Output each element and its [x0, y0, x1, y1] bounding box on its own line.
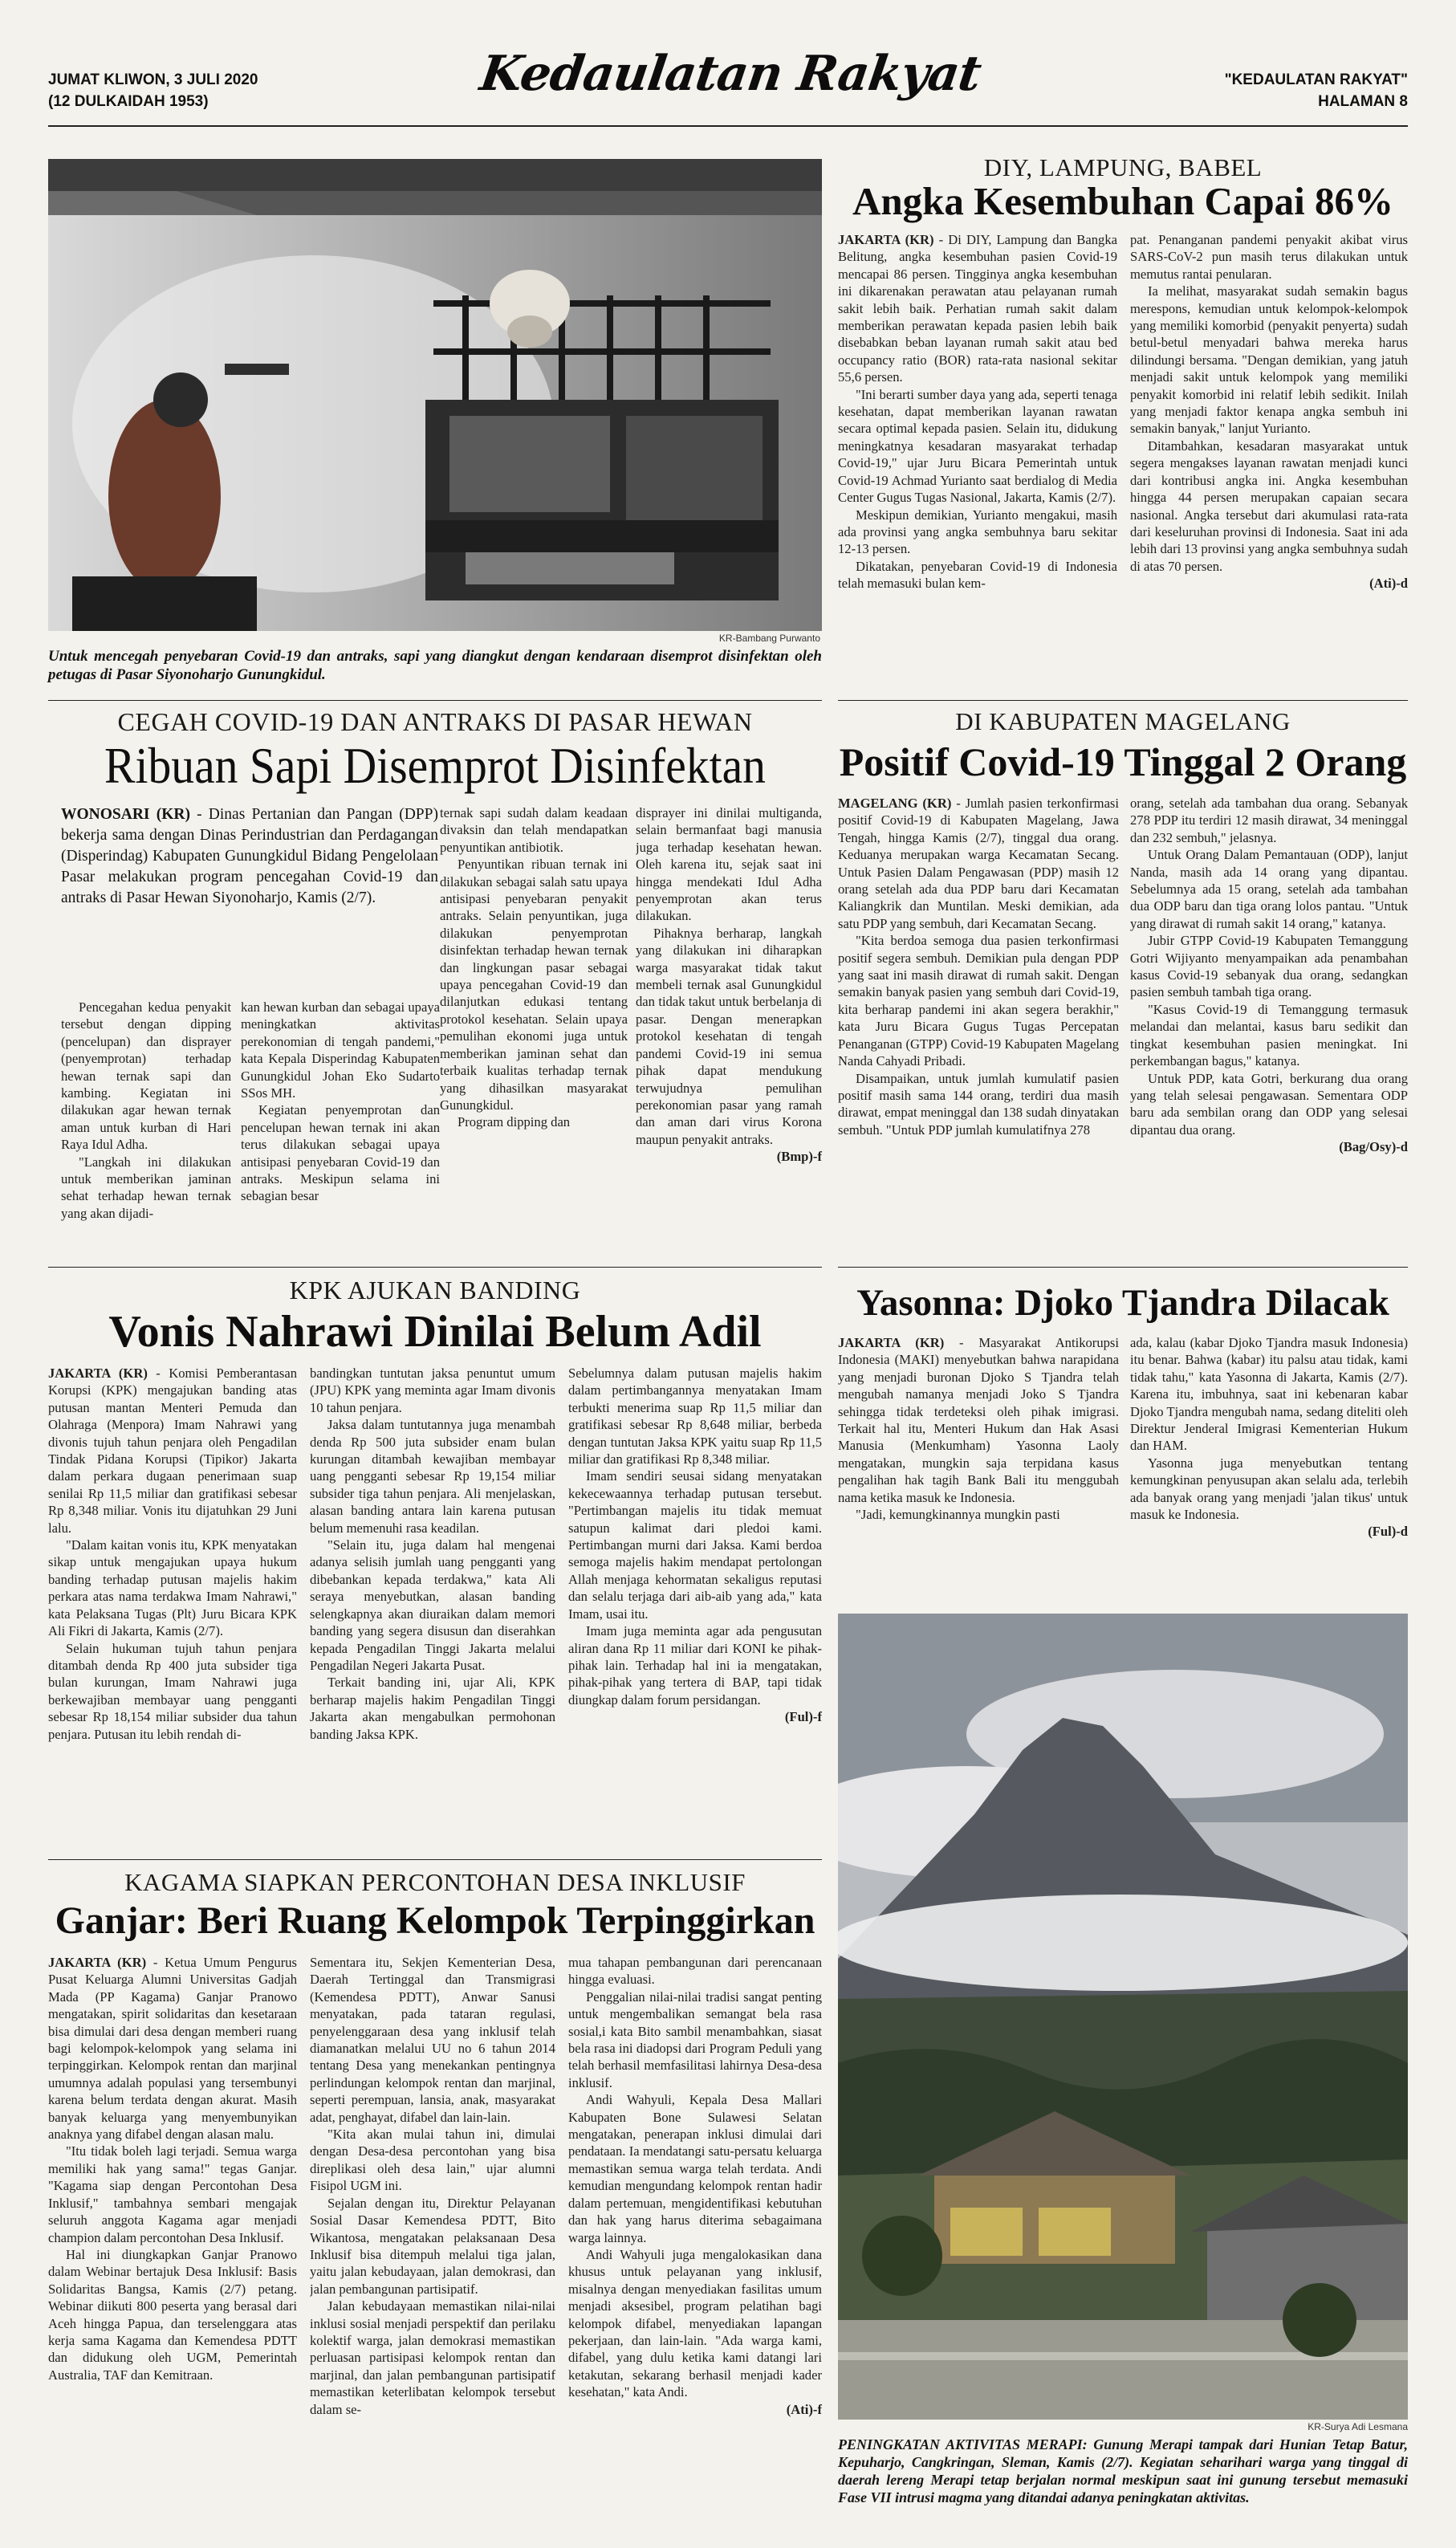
kicker-sembuh: DIY, LAMPUNG, BABEL: [983, 153, 1263, 181]
paragraph: Terkait banding ini, ujar Ali, KPK berharap majelis hakim Pengadilan Tinggi Jakarta akan mengabulkan permohonan banding Jaksa KPK.: [310, 1675, 555, 1742]
photo-credit-cattle: KR-Bambang Purwanto: [718, 633, 820, 644]
headline-nahrawi: Vonis Nahrawi Dinilai Belum Adil: [108, 1307, 762, 1357]
article-sembuh-col1: [838, 231, 1117, 702]
byline-sapi: (Bmp)-f: [776, 1149, 822, 1165]
photo-caption-cattle: Untuk mencegah penyebaran Covid-19 dan antraks, sapi yang diangkut dengan kendaraan disemprot disinfektan oleh petugas di Pasar Siyonoharjo Gunungkidul.: [48, 648, 822, 683]
paragraph: "Selain itu, juga dalam hal mengenai adanya selisih jumlah uang pengganti yang dibebankan kepada terdakwa," kata Ali seraya menyebutkan, alasan banding selengkapnya akan diuraikan dalam memori banding yang segera disusun dan diserahkan kepada Pengadilan Tinggi Jakarta melalui Pengadilan Negeri Jakarta Pusat.: [310, 1537, 555, 1673]
paragraph: Sejalan dengan itu, Direktur Pelayanan Sosial Dasar Kemendesa PDTT, Bito Wikantosa, mengatakan pelaksanaan Desa Inklusif bisa ditempuh melalui tiga jalan, yaitu jalan kebudayaan, jalan demokrasi, dan jalan pembangunan partisipatif.: [310, 2195, 555, 2297]
section-rule: [48, 1859, 822, 1860]
article-nahrawi-col3: [568, 1365, 822, 1846]
paragraph: Dikatakan, penyebaran Covid-19 di Indonesia telah memasuki bulan kem-: [838, 558, 1117, 592]
paragraph: Sementara itu, Sekjen Kementerian Desa, Daerah Tertinggal dan Transmigrasi (Kemendesa PDTT), Anwar Sanusi menyatakan, pada tataran regulasi, penyelenggaraan desa yang inklusif telah diamanatkan melalui UU no 6 tahun 2014 tentang Desa yang menekankan pentingnya perlindungan kelompok rentan dan marjinal, seperti perempuan, lansia, anak, masyarakat adat, penghayat, difabel dan lain-lain.: [310, 1955, 555, 2125]
paragraph: Andi Wahyuli juga mengalokasikan dana khusus untuk pelayanan yang inklusif, misalnya dengan menyediakan fasilitas umum menjadi aksesibel, program pelatihan bagi kelompok difabel, menyediakan lapangan pekerjaan, dan lain-lain. "Ada warga kami, difabel, yang dulu ketika kami datangi lari ketakutan, sekarang berhasil menjadi kader kesehatan," kata Andi.: [568, 2246, 822, 2400]
article-sapi-lead: [61, 804, 438, 909]
paragraph: "Langkah ini dilakukan untuk memberikan jaminan sehat terhadap hewan ternak yang akan dijadi-: [61, 1154, 231, 1221]
article-magelang-col1: [838, 795, 1119, 1264]
byline-sembuh: (Ati)-d: [1369, 576, 1408, 592]
article-djoko-col1: [838, 1334, 1119, 1575]
photo-merapi: [838, 1614, 1408, 2420]
paragraph: "Dalam kaitan vonis itu, KPK menyatakan sikap untuk mengajukan upaya hukum banding terhadap putusan majelis hakim perkara atas nama terdakwa Imam Nahrawi," kata Pelaksana Tugas (Plt) Juru Bicara KPK Ali Fikri di Jakarta, Kamis (2/7).: [48, 1537, 297, 1639]
headline-sapi: Ribuan Sapi Disemprot Disinfektan: [104, 737, 766, 794]
article-magelang-col2: [1130, 795, 1408, 1264]
paragraph: Disampaikan, untuk jumlah kumulatif pasien positif masih sama 144 orang, terdiri dua masih dirawat, empat meninggal dan 138 sudah dinyatakan sembuh. "Untuk PDP jumlah kumulatifnya 278: [838, 1070, 1119, 1138]
masthead-date: [48, 69, 466, 112]
dateline-magelang: MAGELANG (KR): [838, 796, 952, 811]
paragraph: Ia melihat, masyarakat sudah semakin bagus merespons, kemudian untuk kelompok-kelompok yang memiliki komorbid (penyakit penyerta) sudah betul-betul menyadari bahwa mereka harus dilindungi bersama. "Dengan demikian, yang jatuh menjadi sakit untuk kelompok yang memiliki penyakit komorbid ini relatif lebih sedikit. Inilah yang menjadi faktor kenapa angka sembuh ini semakin banyak," lanjut Yurianto.: [1130, 283, 1408, 437]
byline-djoko: (Ful)-d: [1368, 1524, 1408, 1540]
hijri-line: (12 DULKAIDAH 1953): [48, 93, 209, 110]
paragraph: Sebelumnya dalam putusan majelis hakim dalam pertimbangannya menyatakan Imam terbukti menerima suap Rp 11,5 miliar dan gratifikasi sebesar Rp 8,648 miliar, berbeda dengan tuntutan Jaksa KPK yaitu suap Rp 11,5 miliar dan gratifikasi Rp 8,348 miliar.: [568, 1366, 822, 1467]
paragraph: kan hewan kurban dan sebagai upaya meningkatkan aktivitas perekonomian di tengah pandemi," kata Kepala Disperindag Kabupaten Gunungkidul Johan Eko Sudarto SSos MH.: [241, 999, 440, 1101]
kicker-sapi: CEGAH COVID-19 DAN ANTRAKS DI PASAR HEWAN: [117, 707, 753, 736]
paragraph: "Ini berarti sumber daya yang ada, seperti tenaga kesehatan, dapat memberikan layanan rawatan secara optimal kepada pasien. Selain itu, didukung meningkatnya kesadaran masyarakat terhadap Covid-19," ujar Juru Bicara Pemerintah untuk Covid-19 Achmad Yurianto saat berdialog di Media Center Gugus Tugas Nasional, Jakarta, Kamis (2/7).: [838, 386, 1117, 506]
merapi-landscape-image: [838, 1614, 1408, 2420]
photo-cattle-disinfection: [48, 159, 822, 631]
headline-magelang: Positif Covid-19 Tinggal 2 Orang: [839, 739, 1407, 784]
article-djoko-col2: [1130, 1334, 1408, 1575]
paragraph: Pencegahan kedua penyakit tersebut dengan dipping (pencelupan) dan disprayer (penyemprotan) terhadap hewan ternak sapi dan kambing. Kegiatan ini dilakukan agar hewan ternak aman untuk kurban di Hari Raya Idul Adha.: [61, 999, 231, 1153]
paragraph: mua tahapan pembangunan dari perencanaan hingga evaluasi.: [568, 1955, 822, 1988]
date-line: JUMAT KLIWON, 3 JULI 2020: [48, 71, 258, 88]
newspaper-logo: Kedaulatan Rakyat: [476, 46, 985, 102]
paragraph: orang, setelah ada tambahan dua orang. Sebanyak 278 PDP itu terdiri 12 masih dirawat, 34 meninggal dan 232 sembuh," jelasnya.: [1130, 796, 1408, 845]
dateline-sapi: WONOSARI (KR): [61, 806, 190, 823]
paragraph: - Jumlah pasien terkonfirmasi positif Covid-19 di Kabupaten Magelang, Jawa Tengah, hingga Kamis (2/7), tinggal dua orang. Keduanya merupakan warga Kecamatan Secang. Untuk Pasien Dalam Pengawasan (PDP) masih 12 orang setelah ada dua PDP baru dari Kecamatan Kaliangkrik dan Muntilan. Meski demikian, ada satu PDP yang sembuh, dari Kecamatan Secang.: [838, 796, 1119, 931]
paragraph: Meskipun demikian, Yurianto mengakui, masih ada provinsi yang angka sembuhnya baru sekitar 12-13 persen.: [838, 507, 1117, 557]
dateline-nahrawi: JAKARTA (KR): [48, 1366, 148, 1381]
paragraph: ternak sapi sudah dalam keadaan divaksin dan telah mendapatkan penyuntikan antibiotik.: [440, 805, 628, 855]
paragraph: Program dipping dan: [458, 1114, 571, 1130]
paragraph: "Kasus Covid-19 di Temanggung termasuk melandai dan melantai, kasus baru sedikit dan tingkat kesembuhan pasien meningkat. Ini perkembangan bagus," katanya.: [1130, 1001, 1408, 1069]
section-rule: [838, 1267, 1408, 1268]
paragraph: - Ketua Umum Pengurus Pusat Keluarga Alumni Universitas Gadjah Mada (PP Kagama) Ganjar Pranowo mengatakan, spirit solidaritas dan kesetaraan bisa dimulai dari desa dengan memberi ruang bagi kelompok-kelompok yang selama ini terpinggirkan. Kelompok rentan dan marjinal umumnya adalah populasi yang tersembunyi karena belum terdata dengan akurat. Masih banyak keluarga yang menyembunyikan anaknya yang difabel dengan alasan malu.: [48, 1955, 297, 2143]
paragraph: Jaksa dalam tuntutannya juga menambah denda Rp 500 juta subsider enam bulan kurungan ditambah kewajiban membayar uang pengganti sebesar Rp 19,154 miliar subsider tiga tahun penjara. Ali menjelaskan, alasan banding antara lain karena putusan belum memenuhi rasa keadilan.: [310, 1417, 555, 1536]
paragraph: Penyuntikan ribuan ternak ini dilakukan sebagai salah satu upaya antisipasi penyebaran penyakit antraks. Selain penyuntikan, juga dilakukan penyemprotan disinfektan terhadap hewan ternak dan lingkungan pasar sebagai upaya pencegahan Covid-19 dan dilanjutkan edukasi tentang protokol kesehatan. Selain upaya pemulihan ekonomi juga untuk memberikan jaminan sehat dan terbaik kualitas terhadap ternak yang dihasilkan masyarakat Gunungkidul.: [440, 857, 628, 1113]
paragraph: Untuk Orang Dalam Pemantauan (ODP), lanjut Nanda, masih ada 14 orang yang dipantau. Sebelumnya ada 15 orang, setelah ada tambahan dua ODP baru dan tiga orang lolos pantau. "Untuk yang dirawat di rumah sakit 14 orang," katanya.: [1130, 847, 1408, 931]
paragraph: "Jadi, kemungkinannya mungkin pasti: [856, 1507, 1060, 1523]
paragraph: Pihaknya berharap, langkah yang dilakukan ini diharapkan warga masyarakat tidak takut membeli ternak asal Gunungkidul dan tidak takut untuk berbelanja di pasar. Dengan menerapkan protokol kesehatan di tengah pandemi Covid-19 ini semua pihak dapat mendukung terwujudnya pemulihan perekonomian pasar yang ramah dan aman dari virus Korona maupun penyakit antraks.: [636, 925, 822, 1147]
paragraph: - Masyarakat Antikorupsi Indonesia (MAKI) menyebutkan bahwa narapidana yang menjadi buronan Djoko S Tjandra telah mengubah namanya menjadi Joko S Tjandra sehingga tidak terdeteksi oleh pihak imigrasi. Terkait hal itu, Menteri Hukum dan Hak Asasi Manusia (Menkumham) Yasonna Laoly mengatakan, mungkin saja terpidana kasus pengalihan hak tagih Bank Bali itu menggubah nama ketika masuk ke Indonesia.: [838, 1335, 1119, 1505]
page-line: HALAMAN 8: [1318, 93, 1408, 110]
paragraph: Jalan kebudayaan memastikan nilai-nilai inklusi sosial menjadi perspektif dan perilaku kolektif warga, jalan demokrasi memastikan perluasan partisipasi kelompok rentan dan marjinal, dan jalan pembangunan partisipatif memastikan keterlibatan kelompok tersebut dalam se-: [310, 2298, 555, 2417]
paragraph: bandingkan tuntutan jaksa penuntut umum (JPU) KPK yang meminta agar Imam divonis 10 tahun penjara.: [310, 1366, 555, 1415]
headline-sembuh: Angka Kesembuhan Capai 86%: [852, 179, 1393, 223]
paragraph: pat. Penanganan pandemi penyakit akibat virus SARS-CoV-2 pun masih terus dilakukan untuk memutus rantai penularan.: [1130, 232, 1408, 282]
paragraph: Yasonna juga menyebutkan tentang kemungkinan penyusupan akan selalu ada, terlebih ada banyak orang yang menjadi 'jalan tikus' untuk masuk ke Indonesia.: [1130, 1455, 1408, 1523]
paragraph: Andi Wahyuli, Kepala Desa Mallari Kabupaten Bone Sulawesi Selatan mengatakan, penerapan inklusi dimulai dari pendataan. Ia mendatangi satu-persatu keluarga memastikan semua warga telah terdata. Andi kemudian mengundang kelompok rentan hadir dalam pertemuan, mengidentifikasi kebutuhan dan hak yang harus diterima sebagaimana warga lainnya.: [568, 2092, 822, 2245]
masthead-page: [990, 69, 1408, 112]
paragraph: ada, kalau (kabar Djoko Tjandra masuk Indonesia) itu benar. Bahwa (kabar) itu palsu atau tidak, kami tidak tahu," kata Yasonna di Jakarta, Kamis (2/7). Karena itu, imbuhnya, saat ini kebenaran kabar Djoko Tjandra mengubah nama, sedang diteliti oleh Direktur Jenderal Imigrasi Kementerian Hukum dan HAM.: [1130, 1335, 1408, 1454]
article-sapi-col1: [61, 999, 231, 1256]
paragraph: "Kita akan mulai tahun ini, dimulai dengan Desa-desa percontohan yang bisa direplikasi oleh desa lain," ujar alumni Fisipol UGM ini.: [310, 2127, 555, 2194]
byline-magelang: (Bag/Osy)-d: [1339, 1139, 1408, 1155]
paragraph: Ditambahkan, kesadaran masyarakat untuk segera mengakses layanan rawatan menjadi kunci dari kontribusi angka ini. Angka kesembuhan hingga 44 persen merupakan capaian secara nasional. Angka tersebut dari akumulasi rata-rata dari keseluruhan provinsi di Indonesia. Saat ini ada lebih dari 13 provinsi yang angka sembuhnya sudah di atas 70 persen.: [1130, 438, 1408, 574]
paragraph: Jubir GTPP Covid-19 Kabupaten Temanggung Gotri Wijiyanto menyampaikan ada penambahan kasus Covid-19 sebanyak dua orang, sedangkan pasien sembuh tambah tiga orang.: [1130, 933, 1408, 1000]
article-sapi-col2: [241, 999, 440, 1256]
byline-ganjar: (Ati)-f: [786, 2401, 822, 2417]
kicker-ganjar: KAGAMA SIAPKAN PERCONTOHAN DESA INKLUSIF: [124, 1868, 746, 1896]
section-rule: [48, 1267, 822, 1268]
headline-ganjar: Ganjar: Beri Ruang Kelompok Terpinggirkan: [55, 1899, 815, 1942]
byline-nahrawi: (Ful)-f: [784, 1709, 822, 1725]
paragraph: Kegiatan penyemprotan dan pencelupan hewan ternak ini akan terus dilakukan sebagai upaya antisipasi penyebaran Covid-19 dan antraks. Meskipun selama ini sebagian besar: [241, 1102, 440, 1204]
section-rule: [48, 700, 822, 701]
lead-text: - Dinas Pertanian dan Pangan (DPP) bekerja sama dengan Dinas Perindustrian dan Perdagangan (Disperindag) Kabupaten Gunungkidul Bidang Pengelolaan Pasar melakukan program pencegahan Covid-19 dan antraks di Pasar Hewan Siyonoharjo, Kamis (2/7).: [61, 806, 438, 906]
paragraph: "Kita berdoa semoga dua pasien terkonfirmasi positif segera sembuh. Demikian pula dengan PDP yang saat ini masih dirawat di rumah sakit. Dengan semakin banyak pasien yang sembuh dari Covid-19, kita berharap pandemi ini akan segera berakhir," kata Juru Bicara Gugus Tugas Percepatan Penanganan (GTPP) Covid-19 Kabupaten Magelang Nanda Cahyadi Pribadi.: [838, 933, 1119, 1069]
article-ganjar-col3: [568, 1954, 822, 2516]
paragraph: "Itu tidak boleh lagi terjadi. Semua warga memiliki hak yang sama!" tegas Ganjar. "Kagama siap dengan Percontohan Desa Inklusif," tambahnya sembari mengajak seluruh anggota Kagama agar menjadi champion dalam percontohan Desa Inklusif.: [48, 2143, 297, 2245]
kicker-magelang: DI KABUPATEN MAGELANG: [955, 707, 1291, 735]
article-nahrawi-col2: [310, 1365, 555, 1846]
photo-credit-merapi: KR-Surya Adi Lesmana: [1308, 2421, 1408, 2432]
paragraph: Penggalian nilai-nilai tradisi sangat penting untuk mengembalikan semangat bela rasa sosial,i kata Bito sambil menambahkan, siasat bela rasa ini diadopsi dari Program Peduli yang telah berhasil memfasilitasi lahirnya Desa-desa inklusif.: [568, 1988, 822, 2090]
paragraph: Imam juga meminta agar ada pengusutan aliran dana Rp 11 miliar dari KONI ke pihak-pihak lain. Terhadap hal ini ia mengatakan, pihak-pihak yang tertera di BAP, tapi tidak diungkap dalam forum persidangan.: [568, 1623, 822, 1707]
article-ganjar-col1: [48, 1954, 297, 2516]
masthead-rule: [48, 125, 1408, 127]
paper-line: "KEDAULATAN RAKYAT": [1224, 71, 1408, 88]
photo-caption-merapi: PENINGKATAN AKTIVITAS MERAPI: Gunung Merapi tampak dari Hunian Tetap Batur, Kepuharjo, Cangkringan, Sleman, Kamis (2/7). Kegiatan seharihari warga yang tinggal di daerah lereng Merapi tetap berjalan normal meskipun saat ini gunung tersebut memasuki Fase VII intrusi magma yang ditandai adanya peningkatan aktivitas.: [838, 2436, 1408, 2505]
article-sapi-col3: [440, 804, 628, 1256]
dateline-djoko: JAKARTA (KR): [838, 1335, 945, 1350]
paragraph: disprayer ini dinilai multiganda, selain bermanfaat bagi manusia juga terhadap kesehatan hewan. Oleh karena itu, sejak saat ini hingga mendekati Idul Adha penyemprotan akan terus dilakukan.: [636, 805, 822, 924]
paragraph: Hal ini diungkapkan Ganjar Pranowo dalam Webinar bertajuk Desa Inklusif: Basis Solidaritas Bangsa, Kamis (2/7) petang. Webinar diikuti 800 peserta yang berasal dari Aceh hingga Papua, dan terselenggara atas kerja sama Kagama dan Kemendesa PDTT dan didukung oleh UGM, Pemerintah Australia, TAF dan Kemitraan.: [48, 2246, 297, 2383]
article-sembuh-col2: [1130, 231, 1408, 702]
article-ganjar-col2: [310, 1954, 555, 2516]
headline-djoko: Yasonna: Djoko Tjandra Dilacak: [856, 1282, 1389, 1324]
dateline-ganjar: JAKARTA (KR): [48, 1955, 147, 1970]
dateline-sembuh: JAKARTA (KR): [838, 232, 934, 247]
article-nahrawi-col1: [48, 1365, 297, 1846]
paragraph: Imam sendiri seusai sidang menyatakan kekecewaannya terhadap putusan tersebut. "Pertimbangan majelis itu tidak memuat satupun kalimat dari pledoi kami. Pertimbangan murni dari Jaksa. Kami berdoa semoga majelis hakim mendapat pertolongan Allah menjaga kehormatan sekaligus reputasi dan selalu terjaga dari aib-aib yang ada," kata Imam, usai itu.: [568, 1468, 822, 1622]
cattle-truck-image: [48, 159, 822, 631]
article-sapi-col4: [636, 804, 822, 1256]
kicker-nahrawi: KPK AJUKAN BANDING: [289, 1276, 581, 1305]
paragraph: - Di DIY, Lampung dan Bangka Belitung, angka kesembuhan pasien Covid-19 mencapai 86 persen. Tingginya angka kesembuhan ini dikarenakan perawatan atau pelayanan rumah sakit lebih baik. Perhatian rumah sakit dalam memberikan perawatan kepada pasien lebih baik disebabkan beban layanan rumah sakit atau bed occupancy ratio (BOR) rata-rata nasional sekitar 55,6 persen.: [838, 232, 1117, 385]
paragraph: Untuk PDP, kata Gotri, berkurang dua orang yang telah selesai pengawasan. Sementara ODP baru ada sembilan orang dan ODP yang selesai dipantau dua orang.: [1130, 1070, 1408, 1138]
paragraph: - Komisi Pemberantasan Korupsi (KPK) mengajukan banding atas putusan mantan Menteri Pemuda dan Olahraga (Menpora) Imam Nahrawi yang divonis tujuh tahun penjara oleh Pengadilan Tindak Pidana Korupsi (Tipikor) Jakarta dalam perkara dugaan penerimaan suap senilai Rp 11,5 miliar dan gratifikasi sebesar Rp 8,348 miliar. Vonis itu dijatuhkan 29 Juni lalu.: [48, 1366, 297, 1536]
section-rule: [838, 700, 1408, 701]
paragraph: Selain hukuman tujuh tahun penjara ditambah denda Rp 400 juta subsider tiga bulan kurungan, Imam Nahrawi juga berkewajiban membayar uang pengganti sebesar Rp 18,154 miliar subsider dua tahun penjara. Putusan itu lebih rendah di-: [48, 1640, 297, 1742]
